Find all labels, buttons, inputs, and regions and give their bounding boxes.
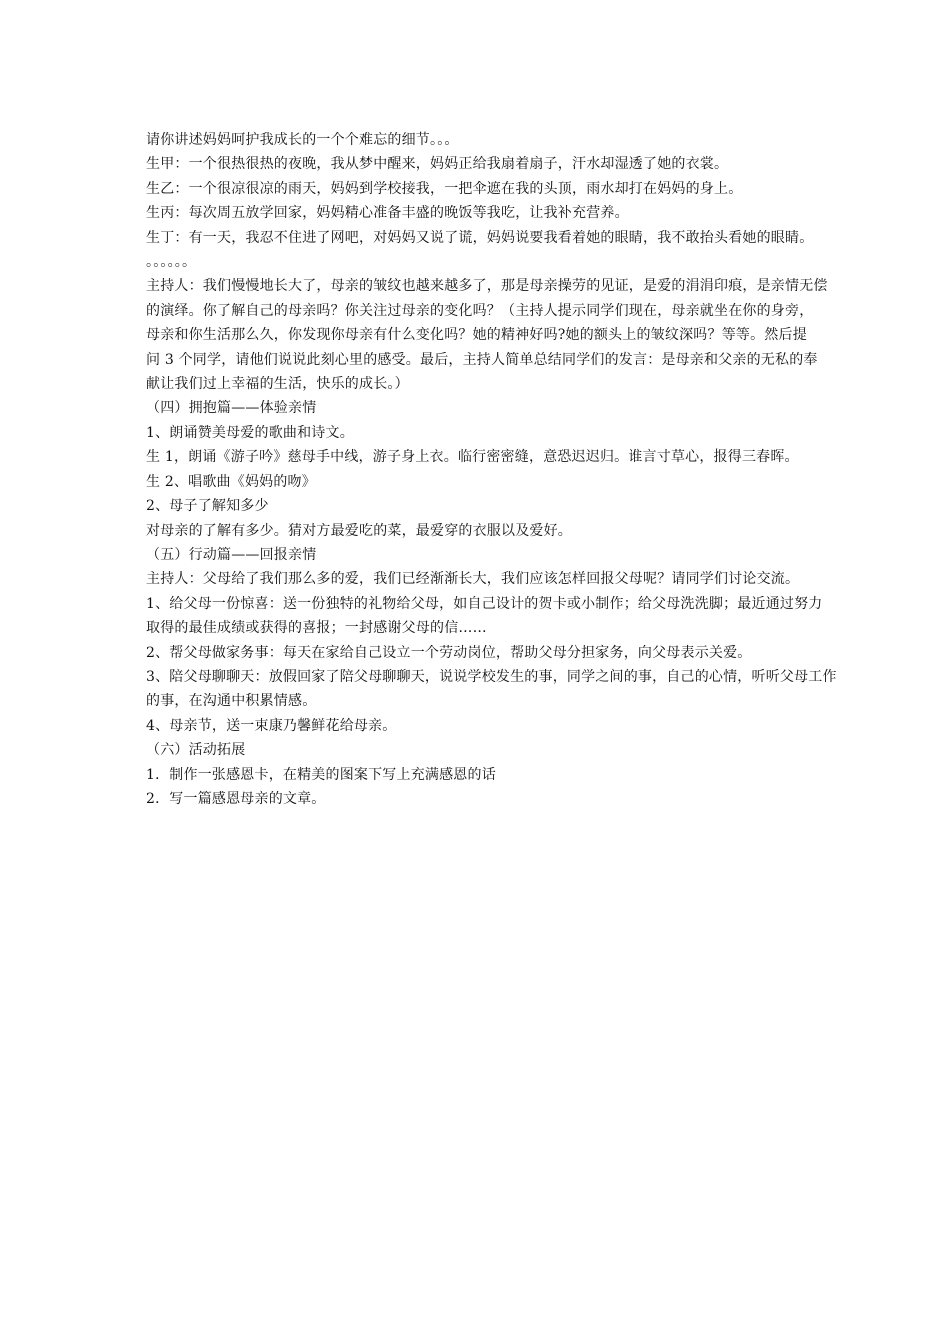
section-heading: （四）拥抱篇——体验亲情	[146, 400, 317, 417]
text-line: 2、母子了解知多少	[146, 498, 269, 515]
text-line: 。。。。。。	[146, 254, 197, 271]
text-line: 问 3 个同学，请他们说说此刻心里的感受。最后，主持人简单总结同学们的发言：是母亲和父亲的无私的奉	[146, 351, 818, 368]
text-line: 对母亲的了解有多少。猜对方最爱吃的菜，最爱穿的衣服以及爱好。	[146, 522, 572, 539]
text-line: 2．写一篇感恩母亲的文章。	[146, 790, 326, 807]
document-body	[146, 128, 837, 811]
text-line: 4、母亲节，送一束康乃馨鲜花给母亲。	[146, 717, 397, 734]
text-line: 的演绎。你了解自己的母亲吗？你关注过母亲的变化吗？（主持人提示同学们现在，母亲就坐在你的身旁，	[146, 302, 814, 319]
text-line: 生丁：有一天，我忍不住进了网吧，对妈妈又说了谎，妈妈说要我看着她的眼睛，我不敢抬头看她的眼睛。	[146, 229, 814, 246]
text-line: 1、给父母一份惊喜：送一份独特的礼物给父母，如自己设计的贺卡或小制作；给父母洗洗脚；最近通过努力	[146, 595, 823, 612]
text-line: 生乙：一个很凉很凉的雨天，妈妈到学校接我，一把伞遮在我的头顶，雨水却打在妈妈的身上。	[146, 180, 743, 197]
section-heading: （五）行动篇——回报亲情	[146, 546, 317, 563]
text-line: 母亲和你生活那么久，你发现你母亲有什么变化吗？她的精神好吗?她的额头上的皱纹深吗？等等。然后提	[146, 327, 807, 344]
text-line: 生 1，朗诵《游子吟》慈母手中线，游子身上衣。临行密密缝，意恐迟迟归。谁言寸草心，报得三春晖。	[146, 449, 799, 466]
section-heading: （六）活动拓展	[146, 742, 246, 759]
text-line: 生甲：一个很热很热的夜晚，我从梦中醒来，妈妈正给我扇着扇子，汗水却湿透了她的衣裳。	[146, 156, 729, 173]
text-line: 3、陪父母聊聊天：放假回家了陪父母聊聊天，说说学校发生的事，同学之间的事，自己的心情，听听父母工作	[146, 668, 837, 685]
text-line: 取得的最佳成绩或获得的喜报；一封感谢父母的信……	[146, 620, 487, 637]
text-line: 的事，在沟通中积累情感。	[146, 693, 317, 710]
text-line: 生 2、唱歌曲《妈妈的吻》	[146, 473, 316, 490]
text-line: 生丙：每次周五放学回家，妈妈精心准备丰盛的晚饭等我吃，让我补充营养。	[146, 205, 629, 222]
text-line: 主持人：父母给了我们那么多的爱，我们已经渐渐长大，我们应该怎样回报父母呢？请同学们讨论交流。	[146, 571, 800, 588]
text-line: 请你讲述妈妈呵护我成长的一个个难忘的细节。。。	[146, 132, 459, 148]
text-line: 1．制作一张感恩卡，在精美的图案下写上充满感恩的话	[146, 766, 496, 783]
text-line: 献让我们过上幸福的生活，快乐的成长。）	[146, 376, 409, 393]
text-line: 主持人：我们慢慢地长大了，母亲的皱纹也越来越多了，那是母亲操劳的见证，是爱的涓涓印痕，是亲情无偿	[146, 278, 828, 295]
text-line: 2、帮父母做家务事：每天在家给自己设立一个劳动岗位，帮助父母分担家务，向父母表示关爱。	[146, 644, 752, 661]
text-line: 1、朗诵赞美母爱的歌曲和诗文。	[146, 424, 354, 441]
